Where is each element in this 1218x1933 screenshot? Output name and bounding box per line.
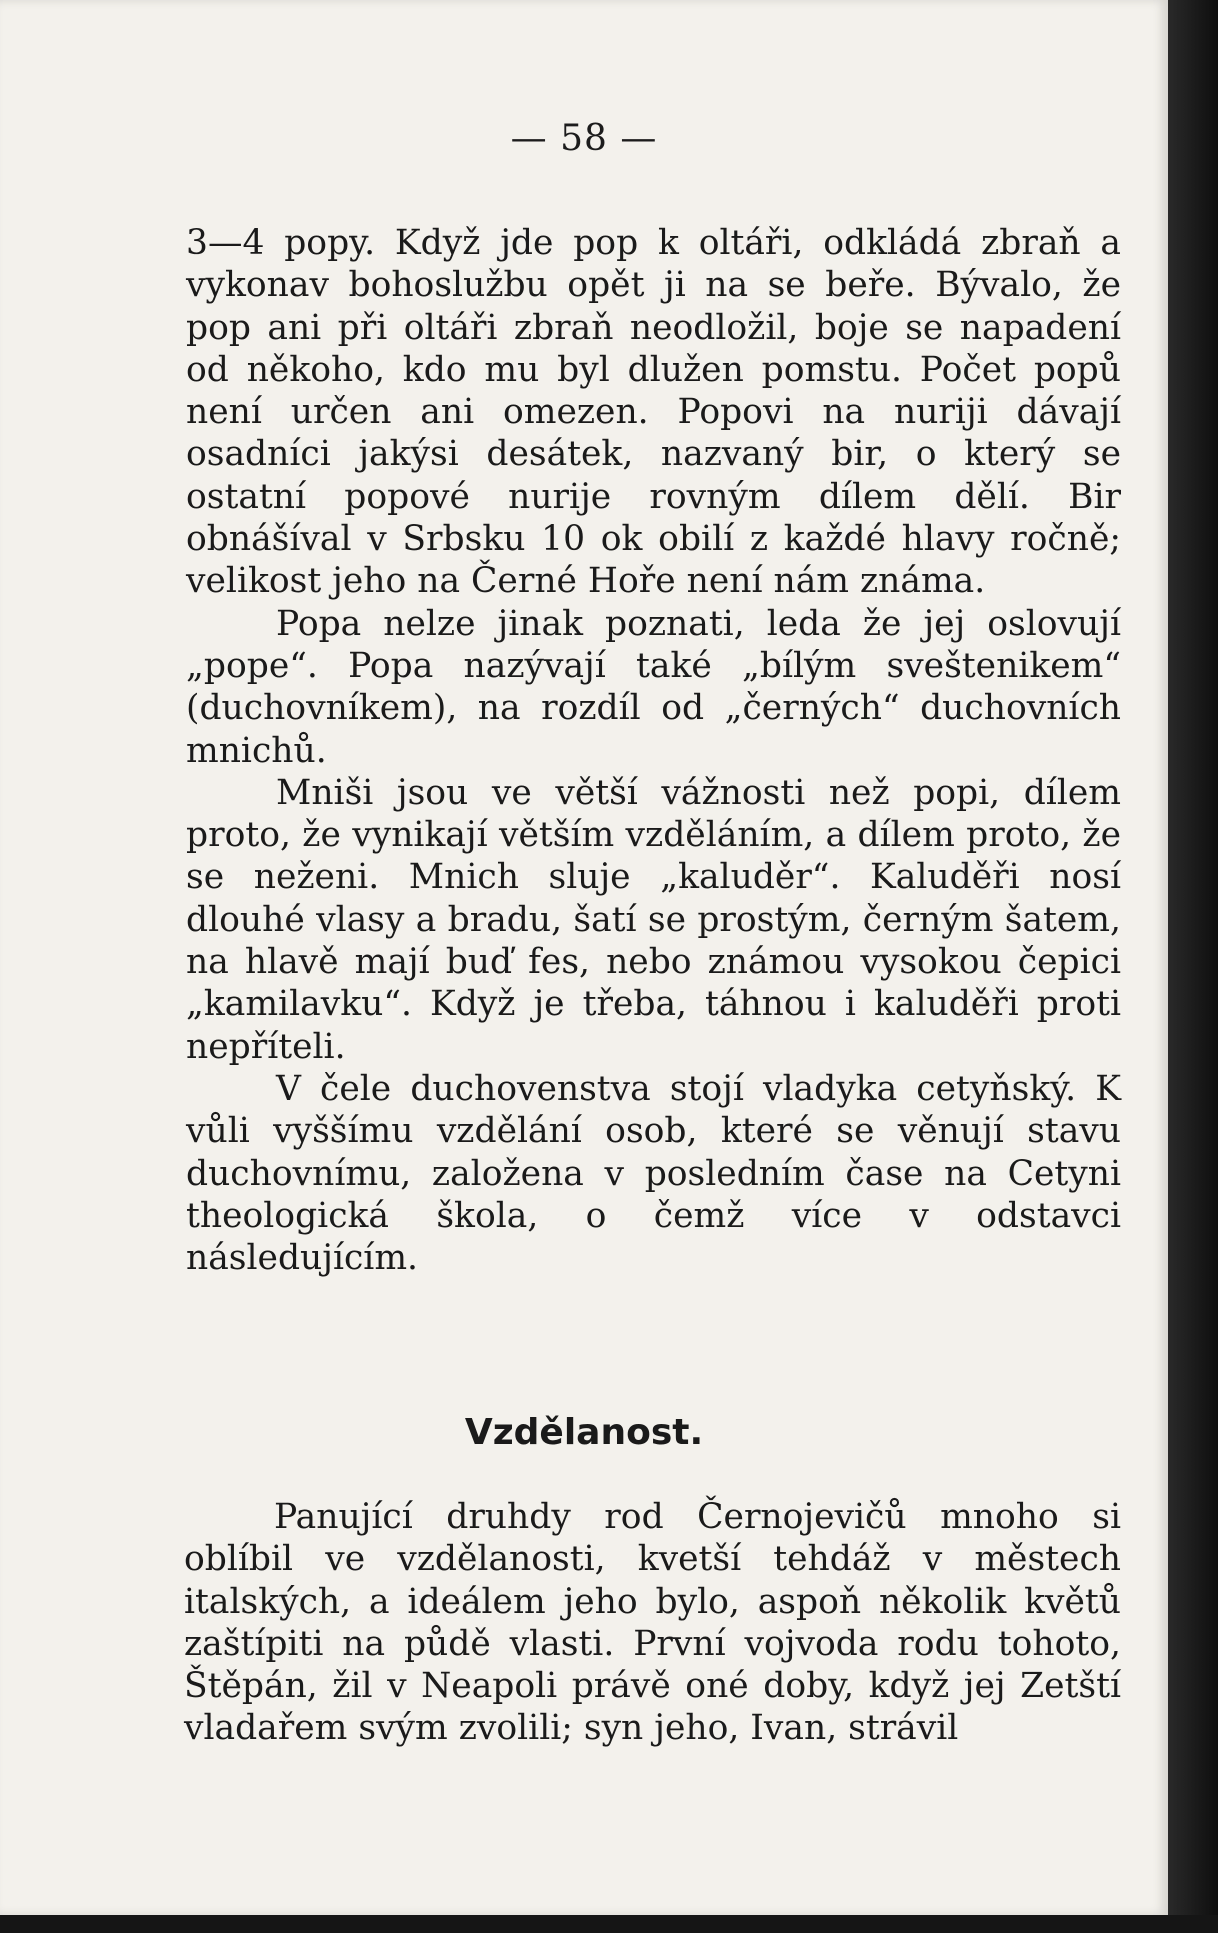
paragraph: Panující druhdy rod Černojevičů mnoho si oblíbil ve vzdělanosti, kvetší tehdáž v městech italských, a ideálem jeho bylo, aspoň několik květů zaštípiti na půdě vlasti. První vojvoda rodu tohoto, Štěpán, žil v Neapoli právě oné doby, když jej Zetští vladařem svým zvolili; syn jeho, Ivan, strávil — [184, 1497, 1121, 1749]
paragraph: Popa nelze jinak poznati, leda že jej oslovují „pope“. Popa nazývají také „bílým sveštenikem“ (duchovníkem), na rozdíl od „černých“ duchovních mnichů. — [186, 603, 1121, 771]
paragraph: Mniši jsou ve větší vážnosti než popi, dílem proto, že vynikají větším vzděláním, a dílem proto, že se neženi. Mnich sluje „kaluděr“. Kaluděři nosí dlouhé vlasy a bradu, šatí se prostým, černým šatem, na hlavě mají buď fes, nebo známou vysokou čepici „kamilavku“. Když je třeba, táhnou i kaluděři proti nepříteli. — [186, 772, 1121, 1067]
book-edge-right — [1168, 0, 1218, 1933]
page-number: — 58 — — [510, 118, 658, 159]
body-text-bottom — [184, 1496, 1121, 1750]
paragraph: 3—4 popy. Když jde pop k oltáři, odkládá zbraň a vykonav bohoslužbu opět ji na se beře. Bývalo, že pop ani při oltáři zbraň neodložil, boje se napadení od někoho, kdo mu byl dlužen pomstu. Počet popů není určen ani omezen. Popovi na nuriji dávají osadníci jakýsi desátek, nazvaný bir, o který se ostatní popové nurije rovným dílem dělí. Bir obnášíval v Srbsku 10 ok obilí z každé hlavy ročně; velikost jeho na Černé Hoře není nám známa. — [186, 223, 1121, 602]
book-edge-bottom — [0, 1915, 1218, 1933]
body-text-top — [186, 222, 1121, 1279]
section-heading: Vzdělanost. — [464, 1412, 704, 1453]
paragraph: V čele duchovenstva stojí vladyka cetyňský. K vůli vyššímu vzdělání osob, které se věnují stavu duchovnímu, založena v posledním čase na Cetyni theologická škola, o čemž více v odstavci následujícím. — [186, 1068, 1121, 1279]
